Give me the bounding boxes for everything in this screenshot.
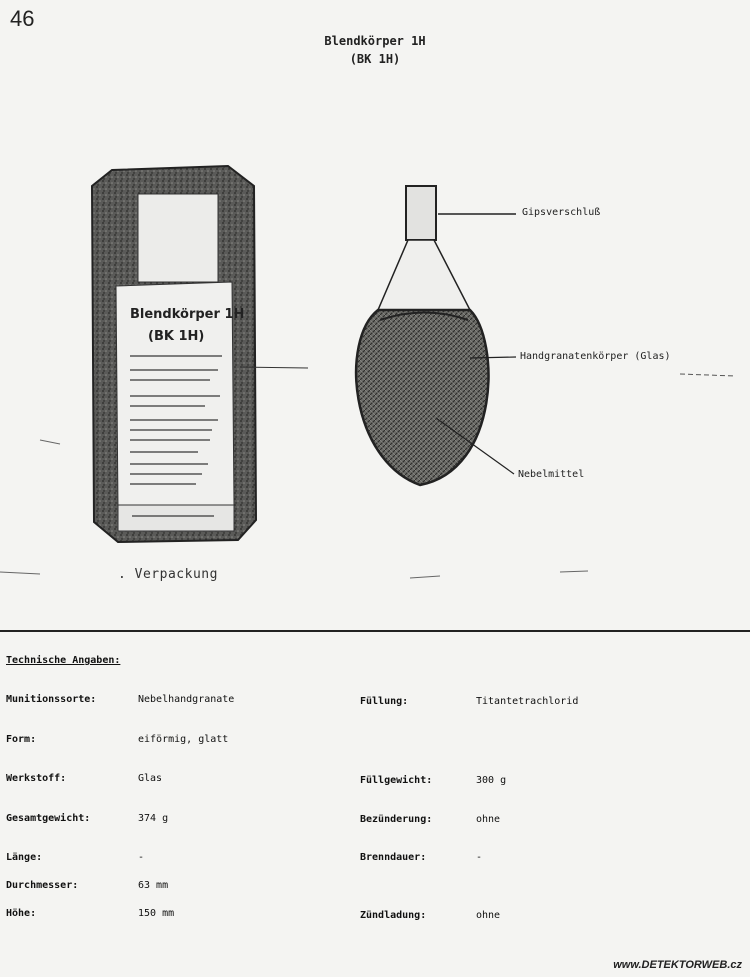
title-line-2: (BK 1H) [349,52,401,66]
spec-value: 63 mm [138,880,169,891]
specs-heading: Technische Angaben: [6,655,121,666]
spec-value: - [138,852,145,863]
spec-value: ohne [476,910,501,921]
spec-label: Füllung: [360,696,409,707]
spec-value: - [476,852,483,863]
spec-value: Titantetrachlorid [476,696,579,707]
spec-value: Nebelhandgranate [138,694,235,705]
spec-label: Zündladung: [360,910,427,921]
spec-label: Munitionssorte: [6,694,97,705]
packaging-drawing [92,166,308,542]
spec-label: Füllgewicht: [360,775,433,786]
spec-value: ohne [476,814,501,825]
callout-smoke-agent: Nebelmittel [518,469,585,480]
callout-grenade-body: Handgranatenkörper (Glas) [520,351,671,362]
callout-plaster-seal: Gipsverschluß [522,207,601,218]
spec-label: Gesamtgewicht: [6,813,91,824]
label-brand-line-2: (BK 1H) [148,329,205,344]
spec-label: Bezünderung: [360,814,433,825]
watermark: www.DETEKTORWEB.cz [613,959,742,971]
title-line-1: Blendkörper 1H [324,34,426,48]
scan-noise [0,440,588,578]
spec-label: Werkstoff: [6,773,67,784]
page-number: 46 [10,6,35,31]
spec-label: Länge: [6,852,43,863]
spec-value: 150 mm [138,908,175,919]
section-divider [0,630,750,632]
spec-value: 300 g [476,775,507,786]
spec-label: Form: [6,734,37,745]
spec-label: Höhe: [6,908,37,919]
spec-value: Glas [138,773,163,784]
spec-value: 374 g [138,813,169,824]
spec-value: eiförmig, glatt [138,734,229,745]
spec-label: Durchmesser: [6,880,79,891]
packaging-caption: . Verpackung [118,567,218,582]
grenade-drawing [356,186,735,485]
label-brand-line-1: Blendkörper 1H [130,307,245,322]
spec-label: Brenndauer: [360,852,427,863]
